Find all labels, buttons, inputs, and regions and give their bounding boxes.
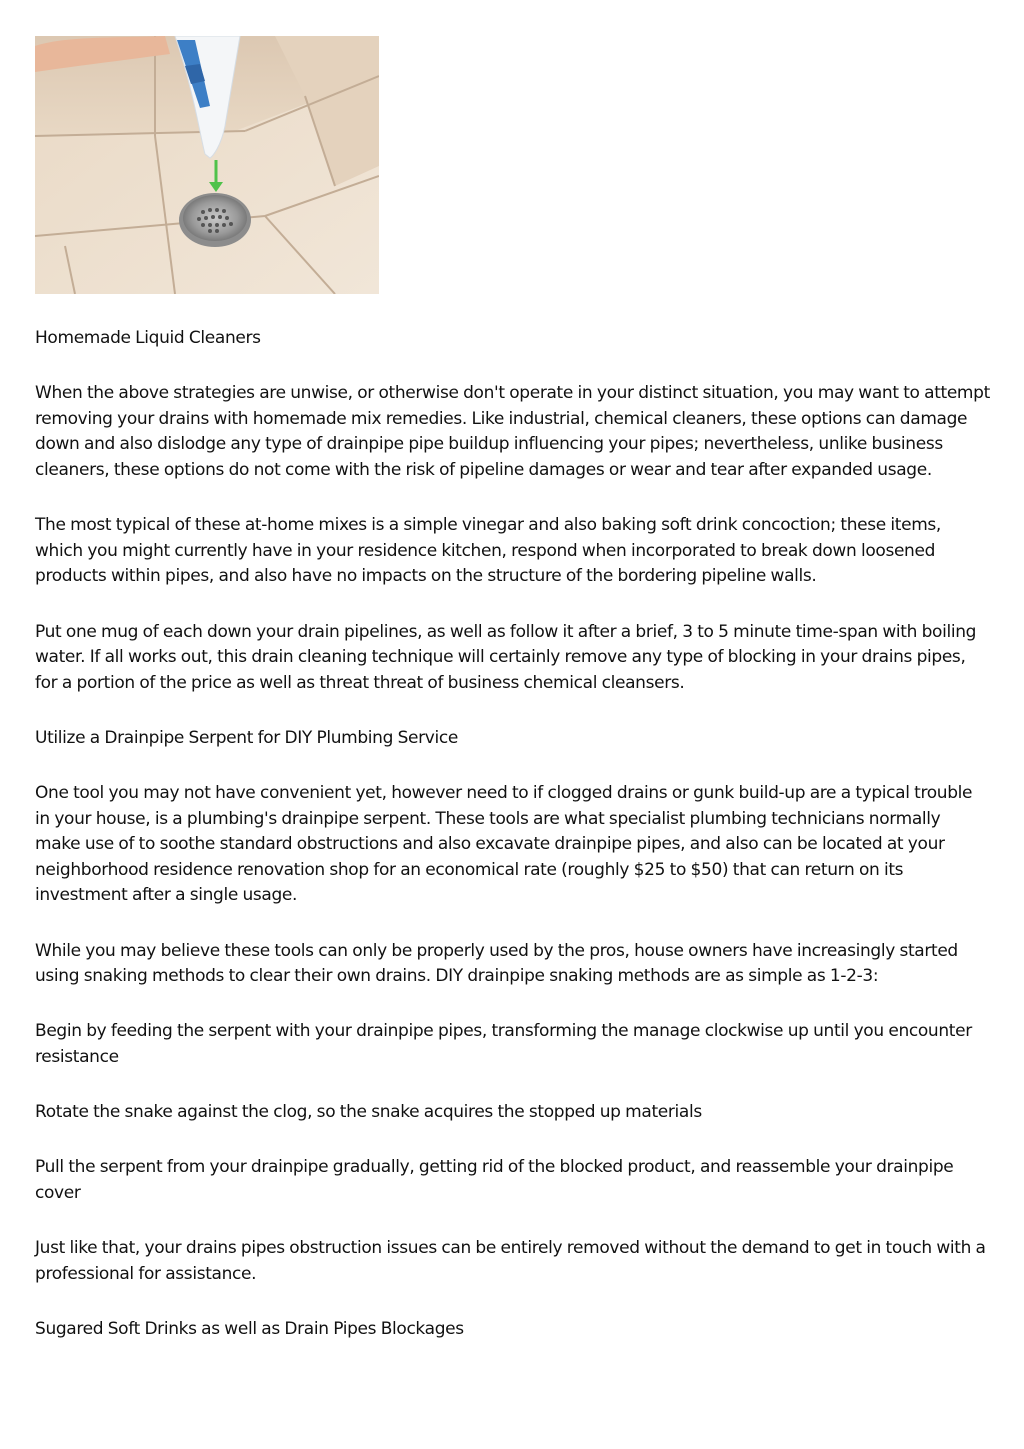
- body-paragraph: When the above strategies are unwise, or otherwise don't operate in your distinct situation, you may want to attempt removing your drains with homemade mix remedies. Like industrial, chemical cleaners, these options can damage down and also dislodge any type of drainpipe pipe buildup influencing your pipes; nevertheless, unlike business cleaners, these options do not come with the risk of pipeline damages or wear and tear after expanded usage.: [35, 383, 990, 480]
- body-paragraph: While you may believe these tools can only be properly used by the pros, house owners have increasingly started using snaking methods to clear their own drains. DIY drainpipe snaking methods are as simple as 1-2-3:: [35, 940, 958, 987]
- body-paragraph: Just like that, your drains pipes obstruction issues can be entirely removed without the demand to get in touch with a professional for assistance.: [35, 1238, 986, 1284]
- step-paragraph: Rotate the snake against the clog, so the snake acquires the stopped up materials: [35, 1102, 702, 1123]
- step-paragraph: Begin by feeding the serpent with your drainpipe pipes, transforming the manage clockwise up until you encounter resistance: [35, 1021, 972, 1068]
- section-heading: Homemade Liquid Cleaners: [35, 328, 261, 348]
- section-heading: Utilize a Drainpipe Serpent for DIY Plumbing Service: [35, 727, 458, 748]
- body-paragraph: One tool you may not have convenient yet, however need to if clogged drains or gunk build-up are a typical trouble in your house, is a plumbing's drainpipe serpent. These tools are what specialist plumbing technicians normally make use of to soothe standard obstructions and also excavate drainpipe pipes, and also can be located at your neighborhood residence renovation shop for an economical rate (roughly $25 to $50) that can return on its investment after a single usage.: [35, 783, 973, 906]
- document-page: [35, 36, 990, 1372]
- body-paragraph: Put one mug of each down your drain pipelines, as well as follow it after a brief, 3 to 5 minute time-span with boiling water. If all works out, this drain cleaning technique will certainly remove any type of blocking in your drains pipes, for a portion of the price as well as threat threat of business chemical cleansers.: [35, 621, 977, 693]
- drain-photo-icon: [35, 36, 379, 294]
- body-paragraph: The most typical of these at-home mixes is a simple vinegar and also baking soft drink concoction; these items, which you might currently have in your residence kitchen, respond when incorporated to break down loosened products within pipes, and also have no impacts on the structure of the bordering pipeline walls.: [35, 515, 941, 587]
- section-heading: Sugared Soft Drinks as well as Drain Pipes Blockages: [35, 1318, 464, 1339]
- step-paragraph: Pull the serpent from your drainpipe gradually, getting rid of the blocked product, and reassemble your drainpipe cover: [35, 1157, 954, 1203]
